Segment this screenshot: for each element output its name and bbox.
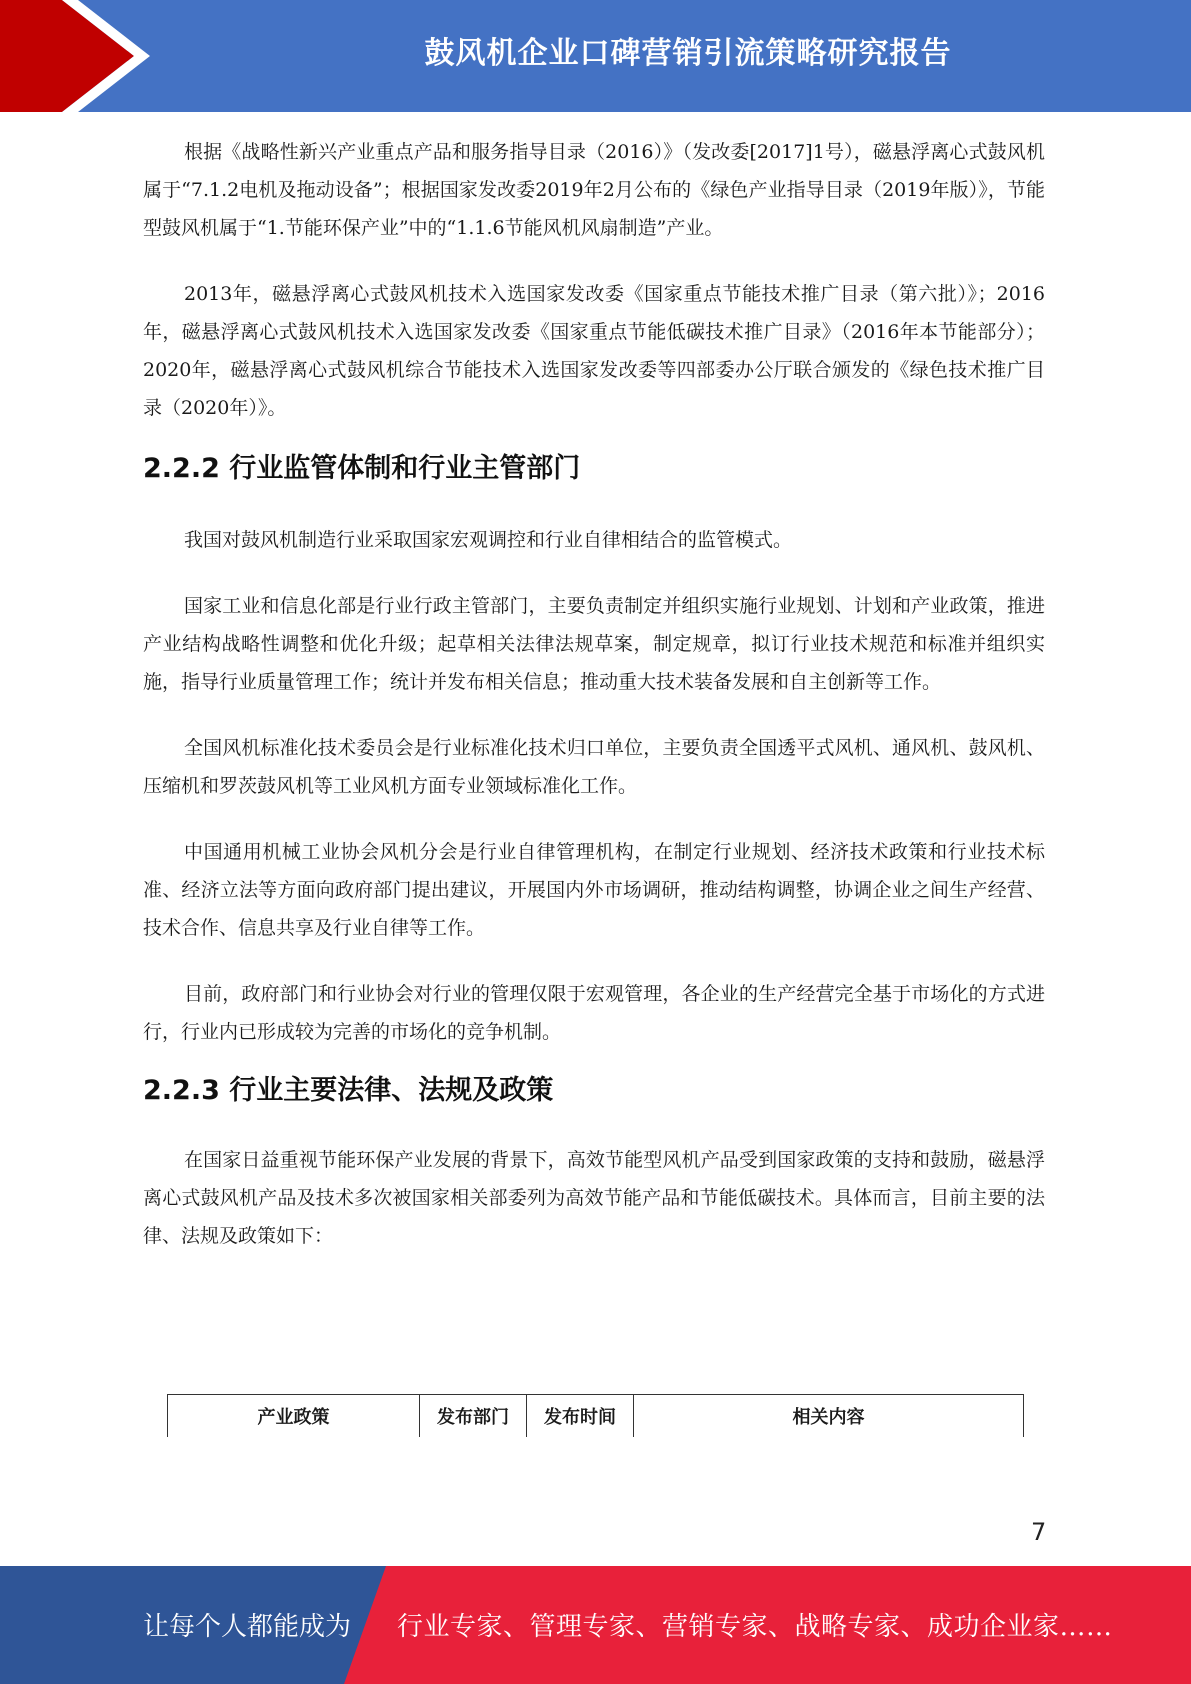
table-header-row xyxy=(168,1395,1024,1438)
footer-slogan-right: 行业专家、管理专家、营销专家、战略专家、成功企业家…… xyxy=(397,1612,1113,1642)
table-header-cell: 产业政策 xyxy=(168,1395,420,1438)
page-header xyxy=(0,0,1191,112)
page-number: 7 xyxy=(1031,1518,1047,1546)
policy-table xyxy=(167,1394,1024,1437)
page-footer xyxy=(0,1566,1191,1684)
section-heading: 2.2.2 行业监管体制和行业主管部门 xyxy=(143,453,581,484)
paragraph: 中国通用机械工业协会风机分会是行业自律管理机构，在制定行业规划、经济技术政策和行业技术标准、经济立法等方面向政府部门提出建议，开展国内外市场调研，推动结构调整，协调企业之间生产经营、技术合作、信息共享及行业自律等工作。 xyxy=(143,841,1045,939)
section-heading: 2.2.3 行业主要法律、法规及政策 xyxy=(143,1075,554,1106)
paragraph: 目前，政府部门和行业协会对行业的管理仅限于宏观管理，各企业的生产经营完全基于市场化的方式进行，行业内已形成较为完善的市场化的竞争机制。 xyxy=(143,983,1045,1043)
paragraph: 我国对鼓风机制造行业采取国家宏观调控和行业自律相结合的监管模式。 xyxy=(184,529,793,551)
document-body xyxy=(143,133,1045,1255)
paragraph: 2013年，磁悬浮离心式鼓风机技术入选国家发改委《国家重点节能技术推广目录（第六批）》；2016年，磁悬浮离心式鼓风机技术入选国家发改委《国家重点节能低碳技术推广目录》（2016年本节能部分）；2020年，磁悬浮离心式鼓风机综合节能技术入选国家发改委等四部委办公厅联合颁发的《绿色技术推广目录（2020年）》。 xyxy=(143,283,1045,419)
table-header-cell: 发布部门 xyxy=(420,1395,527,1438)
footer-slogan-left: 让每个人都能成为 xyxy=(143,1612,352,1642)
paragraph: 在国家日益重视节能环保产业发展的背景下，高效节能型风机产品受到国家政策的支持和鼓励，磁悬浮离心式鼓风机产品及技术多次被国家相关部委列为高效节能产品和节能低碳技术。具体而言，目前主要的法律、法规及政策如下： xyxy=(143,1149,1045,1247)
report-title: 鼓风机企业口碑营销引流策略研究报告 xyxy=(424,36,952,71)
paragraph: 国家工业和信息化部是行业行政主管部门，主要负责制定并组织实施行业规划、计划和产业政策，推进产业结构战略性调整和优化升级；起草相关法律法规草案，制定规章，拟订行业技术规范和标准并组织实施，指导行业质量管理工作；统计并发布相关信息；推动重大技术装备发展和自主创新等工作。 xyxy=(143,595,1045,693)
table-header-cell: 相关内容 xyxy=(634,1395,1024,1438)
paragraph: 全国风机标准化技术委员会是行业标准化技术归口单位，主要负责全国透平式风机、通风机、鼓风机、压缩机和罗茨鼓风机等工业风机方面专业领域标准化工作。 xyxy=(143,737,1045,797)
table-header-cell: 发布时间 xyxy=(527,1395,634,1438)
paragraph: 根据《战略性新兴产业重点产品和服务指导目录（2016）》（发改委[2017]1号），磁悬浮离心式鼓风机属于“7.1.2电机及拖动设备”；根据国家发改委2019年2月公布的《绿色产业指导目录（2019年版）》，节能型鼓风机属于“1.节能环保产业”中的“1.1.6节能风机风扇制造”产业。 xyxy=(143,141,1045,239)
